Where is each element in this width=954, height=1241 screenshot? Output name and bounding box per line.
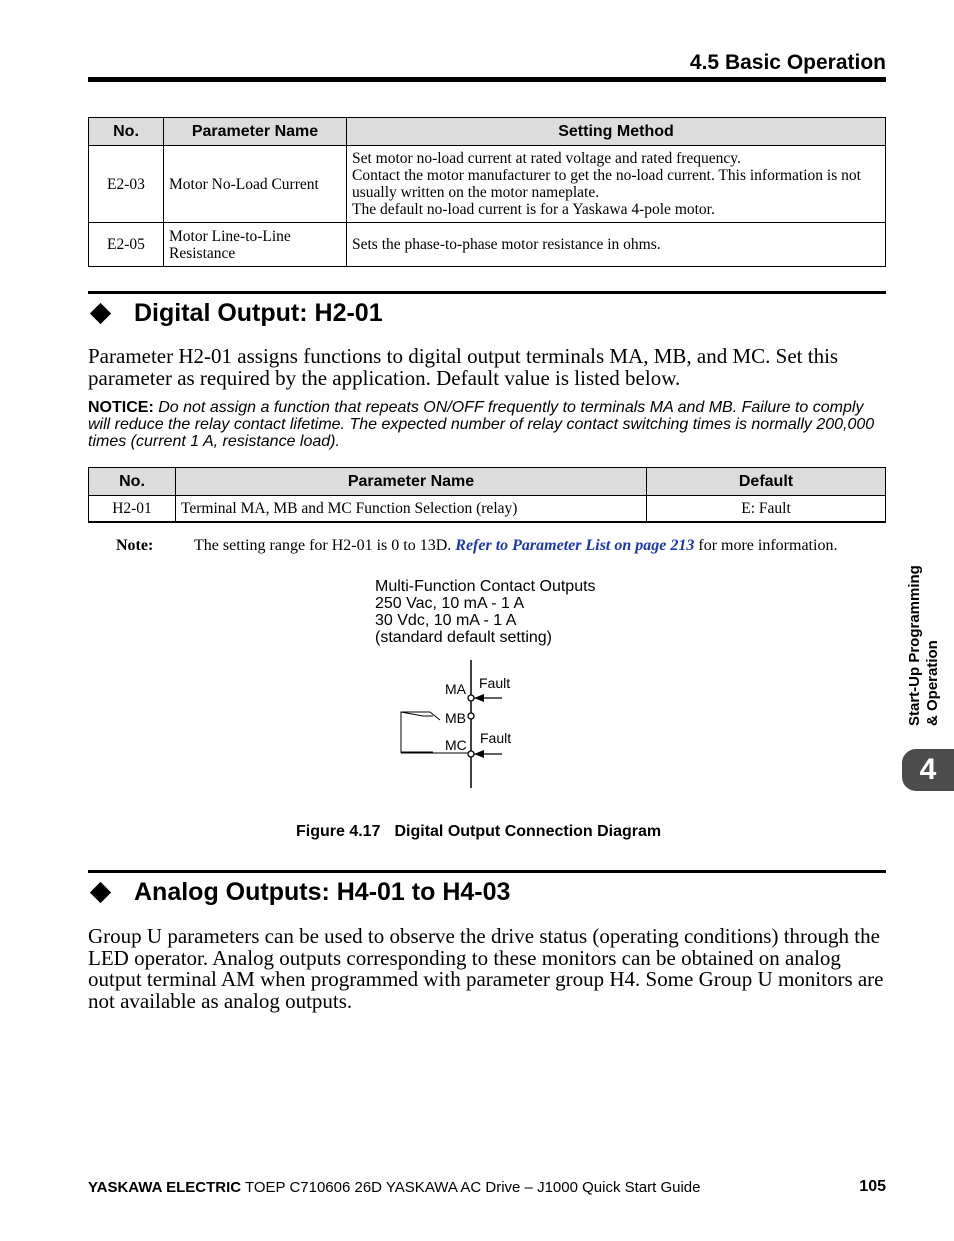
notice-block <box>88 399 888 450</box>
note-label: Note: <box>116 537 154 554</box>
terminal-mb-dot <box>468 713 474 719</box>
table-row <box>89 496 886 522</box>
setting-method <box>347 146 886 223</box>
table-header-row <box>89 118 886 146</box>
table-row <box>89 223 886 267</box>
diamond-bullet-icon <box>90 303 111 324</box>
method-line: Set motor no-load current at rated voltage and rated frequency. <box>352 150 741 167</box>
column-header: Default <box>647 468 886 496</box>
column-header: No. <box>89 468 176 496</box>
section-title-digital-output <box>88 299 383 328</box>
figure-caption <box>296 823 661 841</box>
column-header: No. <box>89 118 164 146</box>
method-line: The default no-load current is for a Yaskawa 4-pole motor. <box>352 201 715 218</box>
terminal-label-mb: MB <box>445 710 466 726</box>
footer-doc-title: TOEP C710606 26D YASKAWA AC Drive – J1000 Quick Start Guide <box>241 1179 701 1196</box>
parameter-table-h2 <box>88 467 886 523</box>
note-text-before: The setting range for H2-01 is 0 to 13D. <box>194 537 456 554</box>
spec-line: Multi-Function Contact Outputs <box>375 578 596 595</box>
section-title-text: Digital Output: H2-01 <box>134 299 383 327</box>
table-header-row <box>89 468 886 496</box>
column-header: Setting Method <box>347 118 886 146</box>
section-rule <box>88 291 886 294</box>
diamond-bullet-icon <box>90 882 111 903</box>
terminal-label-ma: MA <box>445 681 466 697</box>
fault-label: Fault <box>480 730 512 746</box>
figure-spec-text <box>375 578 596 646</box>
spec-line: 250 Vac, 10 mA - 1 A <box>375 595 525 612</box>
note-text-after: for more information. <box>694 537 838 554</box>
spec-line: (standard default setting) <box>375 629 552 646</box>
relay-contact-loop <box>401 712 433 752</box>
terminal-mc-dot <box>468 751 474 757</box>
notice-label: NOTICE: <box>88 399 154 416</box>
param-name: Motor No-Load Current <box>164 146 347 223</box>
fault-arrow-head-icon <box>474 694 484 702</box>
figure-number: Figure 4.17 <box>296 823 381 840</box>
parameter-list-link[interactable]: Refer to Parameter List on page 213 <box>455 537 695 554</box>
figure-title: Digital Output Connection Diagram <box>394 823 662 840</box>
chapter-number-badge: 4 <box>902 749 954 791</box>
column-header: Parameter Name <box>176 468 647 496</box>
analog-outputs-paragraph: Group U parameters can be used to observe the drive status (operating conditions) through the LED operator. Analog outputs corresponding to these monitors can be obtained on analog output terminal AM when programmed with parameter group H4. Some Group U monitors are not available as analog outputs. <box>88 924 884 1013</box>
fault-arrow-head-icon <box>474 750 484 758</box>
column-header: Parameter Name <box>164 118 347 146</box>
param-name: Terminal MA, MB and MC Function Selection (relay) <box>176 496 647 522</box>
param-default: E: Fault <box>647 496 886 522</box>
digital-output-paragraph: Parameter H2-01 assigns functions to digital output terminals MA, MB, and MC. Set this parameter as required by the application. Default value is listed below. <box>88 344 839 390</box>
param-name: Motor Line-to-Line Resistance <box>164 223 347 267</box>
parameter-table-e2 <box>88 117 886 267</box>
table-row <box>89 146 886 223</box>
spec-line: 30 Vdc, 10 mA - 1 A <box>375 612 517 629</box>
side-tab-line: Start-Up Programming <box>906 565 923 726</box>
param-no: E2-05 <box>89 223 164 267</box>
fault-label: Fault <box>479 675 511 691</box>
param-no: H2-01 <box>89 496 176 522</box>
header-rule <box>88 77 886 82</box>
param-no: E2-03 <box>89 146 164 223</box>
footer-doc-info <box>88 1179 700 1196</box>
footer-brand: YASKAWA ELECTRIC <box>88 1179 242 1196</box>
terminal-ma-dot <box>468 695 474 701</box>
method-line: Contact the motor manufacturer to get the no-load current. This information is not usually written on the motor nameplate. <box>352 167 861 201</box>
notice-text: Do not assign a function that repeats ON/OFF frequently to terminals MA and MB. Failure to comply will reduce the relay contact lifetime. The expected number of relay contact switching times is normally 200,000 times (current 1 A, resistance load). <box>88 399 875 450</box>
setting-method: Sets the phase-to-phase motor resistance in ohms. <box>347 223 886 267</box>
section-rule <box>88 870 886 873</box>
section-title-analog-outputs <box>88 878 510 907</box>
section-title-text: Analog Outputs: H4-01 to H4-03 <box>134 878 511 906</box>
note-text <box>194 537 837 555</box>
page-number: 105 <box>859 1178 886 1195</box>
side-tab-line: & Operation <box>924 640 941 726</box>
chapter-side-tab <box>906 530 946 726</box>
section-header: 4.5 Basic Operation <box>689 51 886 74</box>
terminal-label-mc: MC <box>445 737 467 753</box>
